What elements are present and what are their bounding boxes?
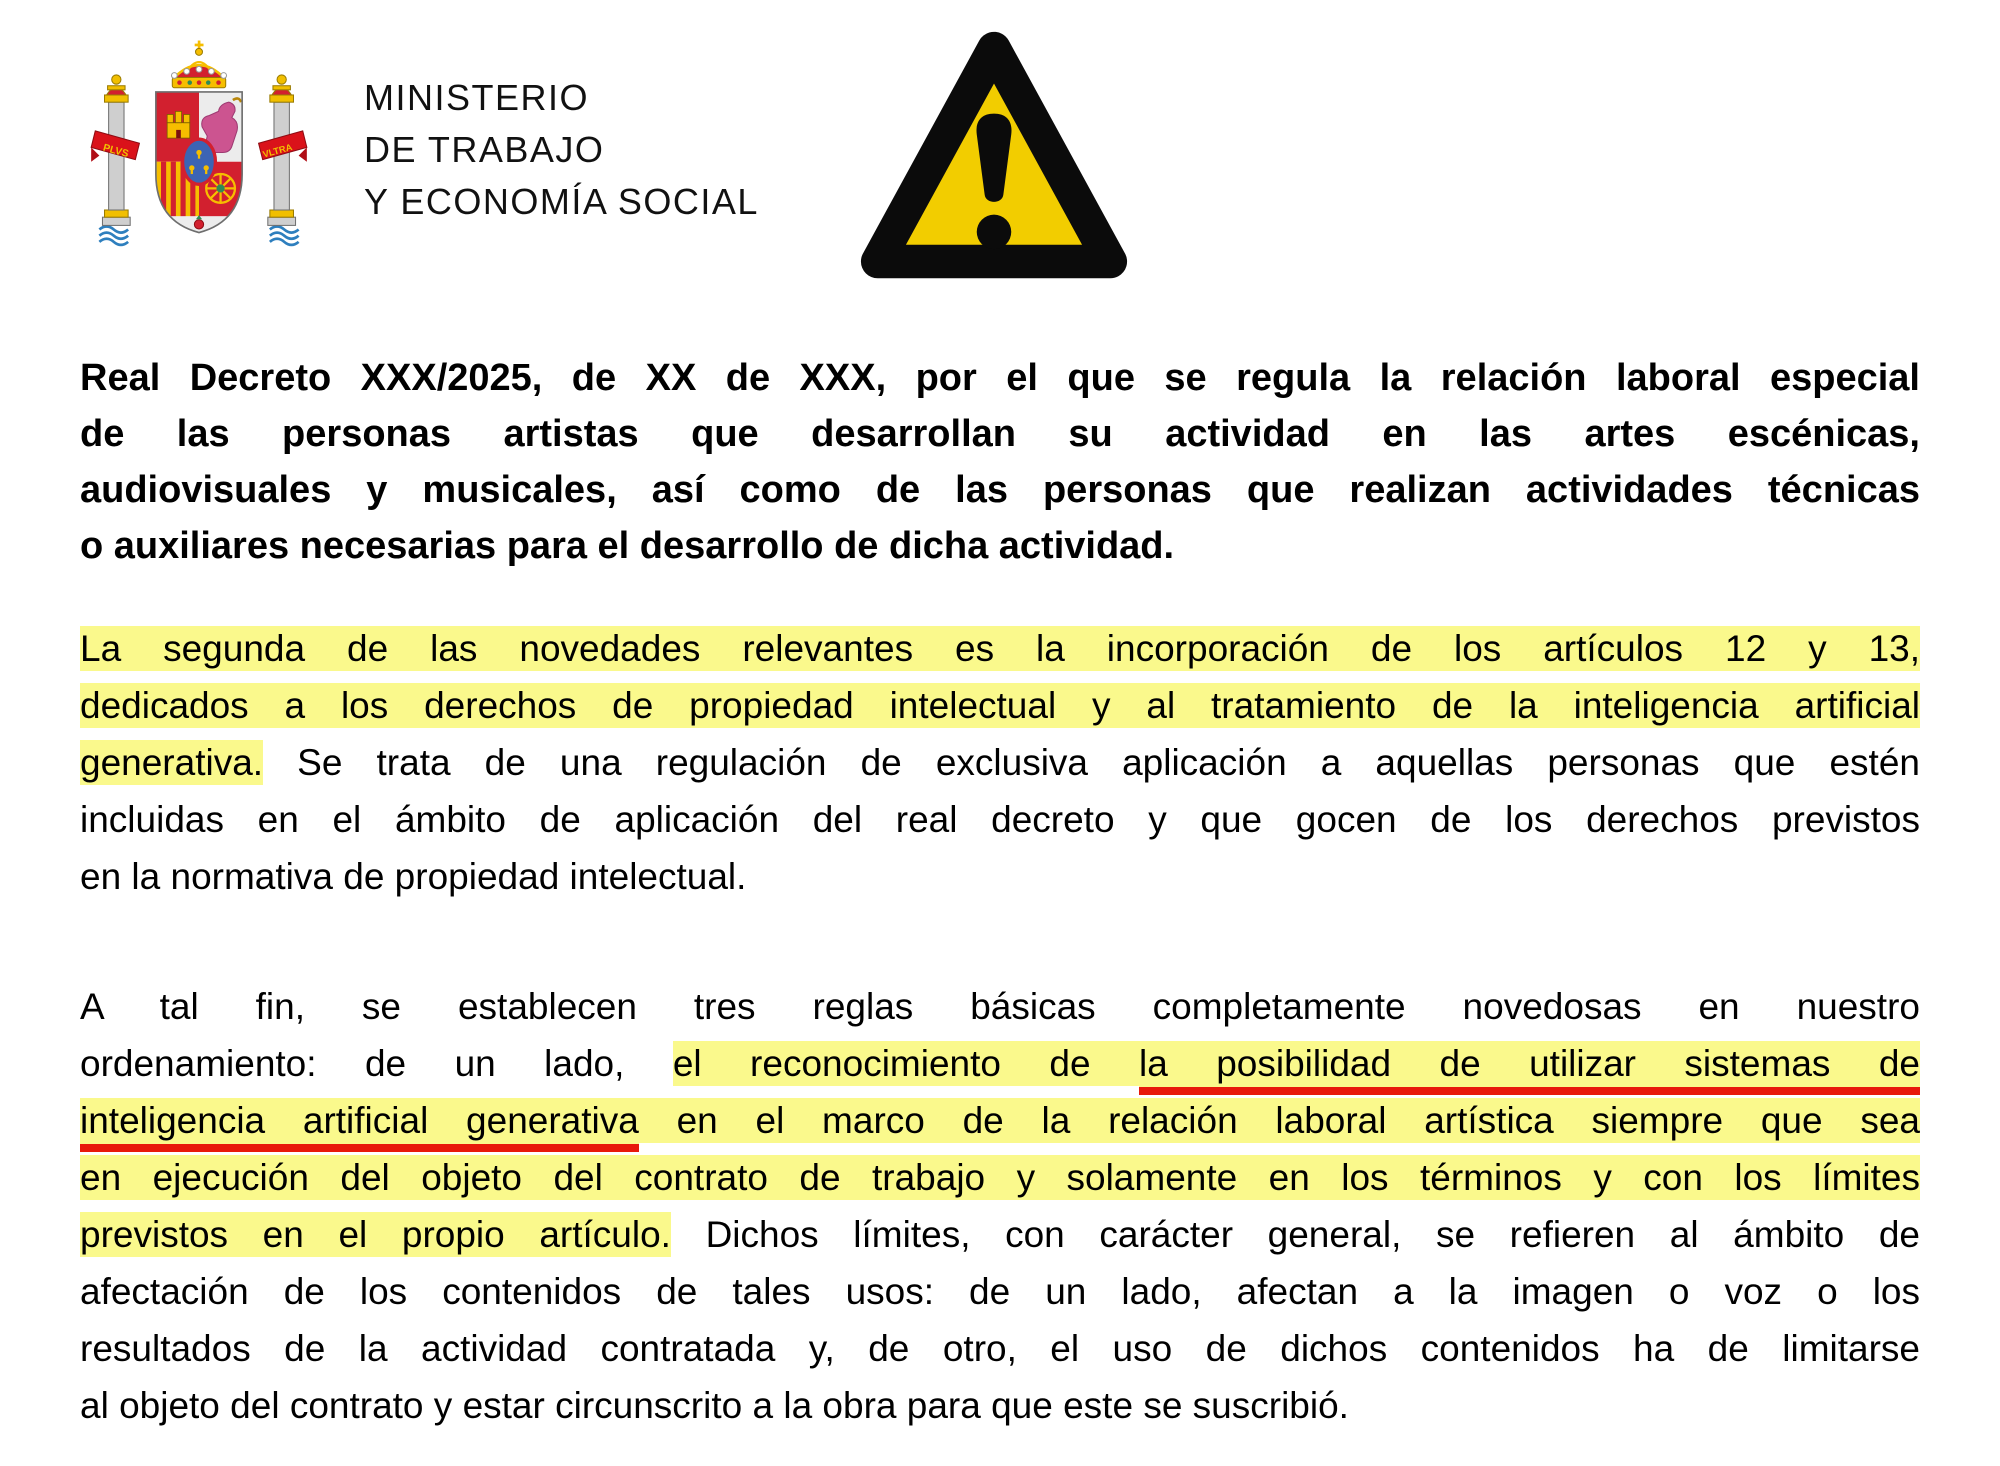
- bourbon-oval-icon: [183, 139, 216, 184]
- text-line: [80, 848, 1920, 905]
- text-segment: Real Decreto XXX/2025, de XX de XXX, por el que se regula la relación laboral especial: [80, 357, 1920, 399]
- text-line: [80, 1320, 1920, 1377]
- text-line: [80, 1149, 1920, 1206]
- text-segment: afectación de los contenidos de tales usos: de un lado, afectan a la imagen o voz o los: [80, 1271, 1920, 1312]
- highlighted-text: La segunda de las novedades relevantes es la incorporación de los artículos 12 y 13,: [80, 628, 1920, 669]
- text-line: [80, 1206, 1920, 1263]
- paragraph-intellectual-property: [80, 620, 1920, 905]
- text-segment: ordenamiento: de un lado,: [80, 1043, 673, 1084]
- ministry-line-1: MINISTERIO: [364, 77, 590, 118]
- highlighted-text: dedicados a los derechos de propiedad intelectual y al tratamiento de la inteligencia artificial: [80, 685, 1920, 726]
- warning-triangle-icon: [856, 22, 1132, 294]
- text-segment: A tal fin, se establecen tres reglas básicas completamente novedosas en nuestro: [80, 986, 1920, 1027]
- text-segment: resultados de la actividad contratada y, de otro, el uso de dichos contenidos ha de limitarse: [80, 1328, 1920, 1369]
- highlighted-text: previstos en el propio artículo.: [80, 1214, 671, 1255]
- text-line: [80, 406, 1920, 462]
- highlighted-text: generativa.: [80, 742, 264, 783]
- text-segment: audiovisuales y musicales, así como de las personas que realizan actividades técnicas: [80, 469, 1920, 511]
- highlighted-underlined-text: inteligencia artificial generativa: [80, 1098, 639, 1152]
- text-line: [80, 734, 1920, 791]
- text-line: [80, 350, 1920, 406]
- text-line: [80, 620, 1920, 677]
- ministry-line-3: Y ECONOMÍA SOCIAL: [364, 181, 759, 222]
- decree-title: [80, 350, 1920, 574]
- text-line: [80, 1377, 1920, 1434]
- motto-vltra: VLTRA: [261, 142, 294, 160]
- text-segment: Dichos límites, con carácter general, se refieren al ámbito de: [670, 1214, 1921, 1255]
- paragraph-three-rules: [80, 978, 1920, 1434]
- text-segment: Se trata de una regulación de exclusiva aplicación a aquellas personas que estén: [263, 742, 1920, 783]
- highlighted-text: en ejecución del objeto del contrato de trabajo y solamente en los términos y con los límites: [80, 1157, 1920, 1198]
- text-line: [80, 1035, 1920, 1092]
- text-segment: incluidas en el ámbito de aplicación del real decreto y que gocen de los derechos previstos: [80, 799, 1920, 840]
- text-line: [80, 791, 1920, 848]
- highlighted-text: el reconocimiento de: [672, 1043, 1139, 1084]
- text-line: [80, 677, 1920, 734]
- text-segment: o auxiliares necesarias para el desarrollo de dicha actividad.: [80, 525, 1175, 567]
- text-line: [80, 518, 1920, 574]
- highlighted-underlined-text: la posibilidad de utilizar sistemas de: [1139, 1041, 1920, 1095]
- royal-crown-icon: [171, 41, 226, 88]
- text-line: [80, 462, 1920, 518]
- text-line: [80, 1092, 1920, 1149]
- text-segment: de las personas artistas que desarrollan su actividad en las artes escénicas,: [80, 413, 1920, 455]
- text-segment: al objeto del contrato y estar circunscrito a la obra para que este se suscribió.: [80, 1385, 1349, 1426]
- text-line: [80, 1263, 1920, 1320]
- highlighted-text: en el marco de la relación laboral artística siempre que sea: [638, 1100, 1920, 1141]
- ministry-name: [364, 72, 759, 228]
- text-line: [80, 978, 1920, 1035]
- text-segment: en la normativa de propiedad intelectual.: [80, 856, 747, 897]
- ministry-line-2: DE TRABAJO: [364, 129, 605, 170]
- motto-plvs: PLVS: [101, 142, 130, 161]
- spain-coat-of-arms-icon: [90, 20, 308, 248]
